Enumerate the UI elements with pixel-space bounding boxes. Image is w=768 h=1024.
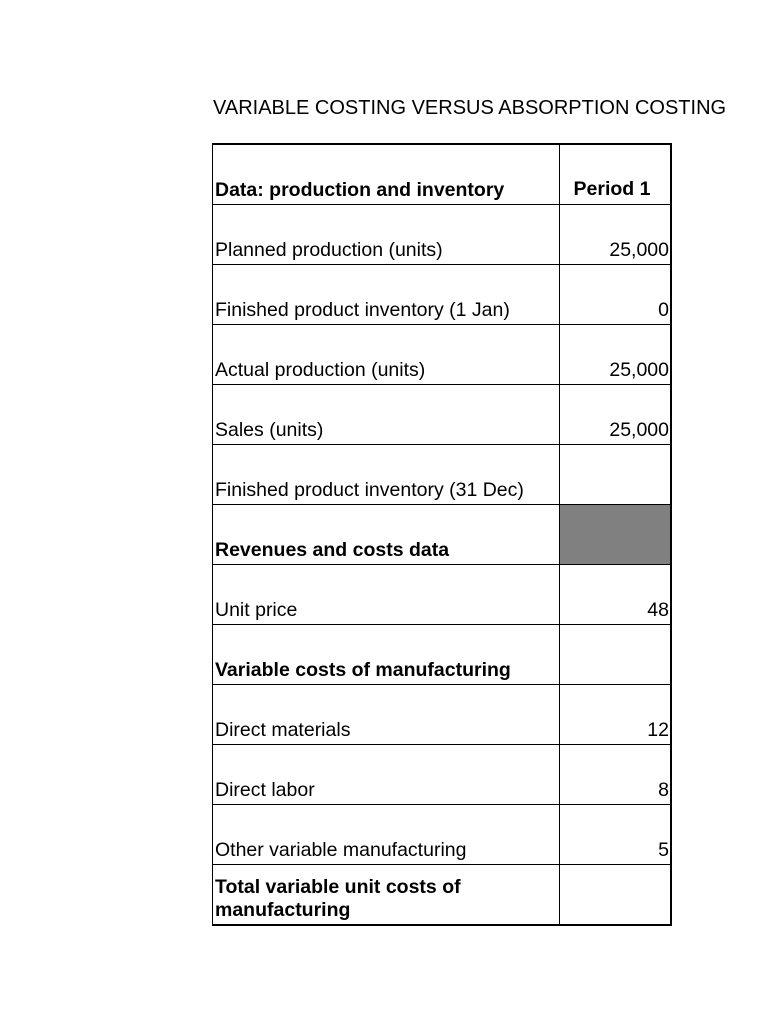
row-label-cell[interactable]: Finished product inventory (1 Jan) xyxy=(213,265,560,325)
row-label-cell[interactable]: Other variable manufacturing xyxy=(213,805,560,865)
row-label-cell[interactable]: Unit price xyxy=(213,565,560,625)
table-row xyxy=(213,325,672,385)
row-value-cell[interactable] xyxy=(560,625,672,685)
table-row xyxy=(213,565,672,625)
table-row xyxy=(213,505,672,565)
page-title: VARIABLE COSTING VERSUS ABSORPTION COSTING xyxy=(213,97,727,119)
table-row xyxy=(213,625,672,685)
row-value-cell[interactable]: 12 xyxy=(560,685,672,745)
row-value-cell[interactable]: 8 xyxy=(560,745,672,805)
header-period-cell[interactable]: Period 1 xyxy=(560,144,672,205)
row-label-cell[interactable]: Direct materials xyxy=(213,685,560,745)
row-value-cell[interactable] xyxy=(560,865,672,926)
table-header-row xyxy=(213,144,672,205)
row-value-cell[interactable]: 48 xyxy=(560,565,672,625)
total-label-cell[interactable]: Total variable unit costs of manufacturing xyxy=(213,865,560,926)
table-row xyxy=(213,445,672,505)
shaded-value-cell[interactable] xyxy=(560,505,672,565)
table-row xyxy=(213,685,672,745)
row-value-cell[interactable]: 0 xyxy=(560,265,672,325)
table-row xyxy=(213,805,672,865)
row-value-cell[interactable]: 5 xyxy=(560,805,672,865)
row-value-cell[interactable]: 25,000 xyxy=(560,205,672,265)
row-label-cell[interactable]: Planned production (units) xyxy=(213,205,560,265)
table-row xyxy=(213,265,672,325)
section-label-cell[interactable]: Variable costs of manufacturing xyxy=(213,625,560,685)
row-value-cell[interactable]: 25,000 xyxy=(560,385,672,445)
table-row xyxy=(213,865,672,926)
table-row xyxy=(213,205,672,265)
row-label-cell[interactable]: Actual production (units) xyxy=(213,325,560,385)
section-label-cell[interactable]: Revenues and costs data xyxy=(213,505,560,565)
row-label-cell[interactable]: Finished product inventory (31 Dec) xyxy=(213,445,560,505)
table-row xyxy=(213,745,672,805)
table-row xyxy=(213,385,672,445)
row-label-cell[interactable]: Direct labor xyxy=(213,745,560,805)
costing-data-table xyxy=(212,143,672,926)
row-label-cell[interactable]: Sales (units) xyxy=(213,385,560,445)
row-value-cell[interactable] xyxy=(560,445,672,505)
row-value-cell[interactable]: 25,000 xyxy=(560,325,672,385)
header-label-cell[interactable]: Data: production and inventory xyxy=(213,144,560,205)
